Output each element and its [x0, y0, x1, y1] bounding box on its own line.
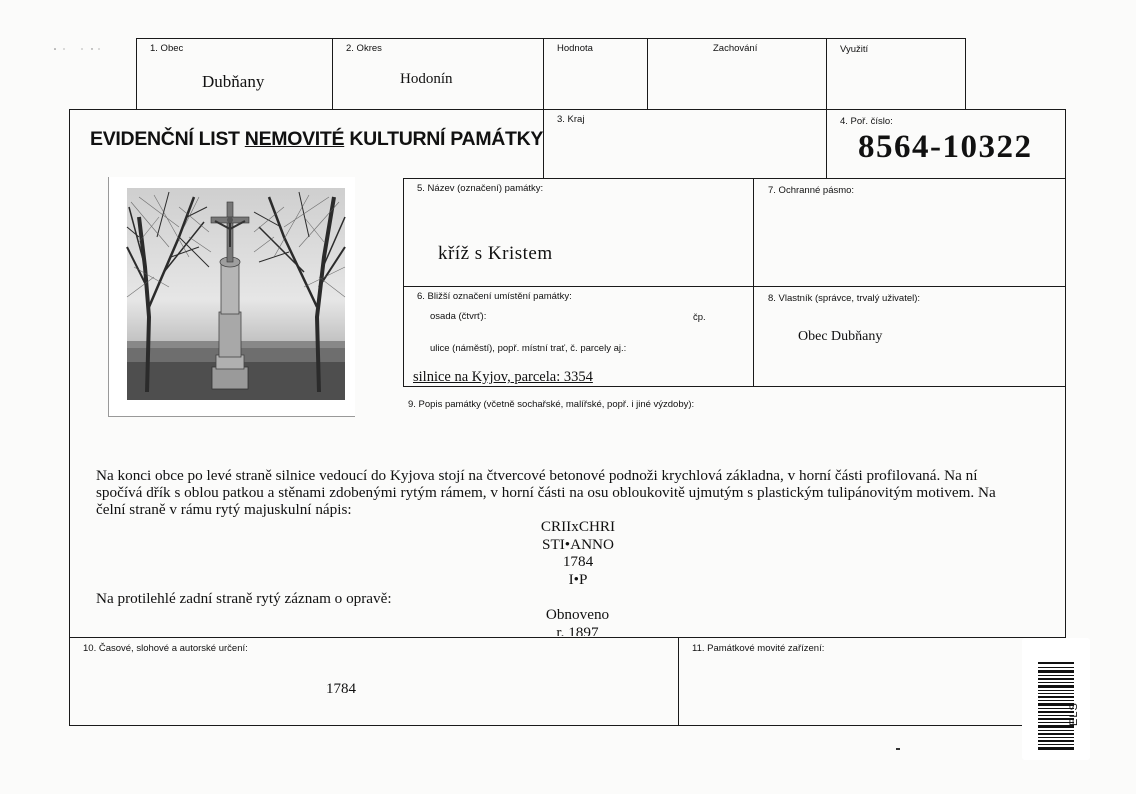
inscription [478, 518, 678, 588]
osada-label: osada (čtvrť): [430, 311, 487, 322]
nazev-value: kříž s Kristem [438, 243, 553, 264]
zachovani-label: Zachování [713, 43, 758, 54]
kraj-label: 3. Kraj [557, 114, 585, 125]
hodnota-label: Hodnota [557, 43, 593, 54]
form-title [90, 128, 543, 151]
monument-photo [108, 177, 355, 417]
description-line: Na konci obce po levé straně silnice vedoucí do Kyjova stojí na čtvercové betonové podnoži krychlová základna, v horní části profilovaná. Na ní [96, 467, 978, 484]
title-suffix: KULTURNÍ PAMÁTKY [344, 128, 544, 150]
obec-label: 1. Obec [150, 43, 184, 54]
back-note: Na protilehlé zadní straně rytý záznam o opravě: [96, 590, 392, 607]
inscription-line: STI•ANNO [542, 535, 614, 553]
inscription-line: 1784 [562, 553, 594, 570]
ulice-value: silnice na Kyjov, parcela: 3354 [413, 369, 593, 385]
repair-note [500, 606, 655, 636]
ochranne-label: 7. Ochranné pásmo: [768, 185, 855, 196]
vlastnik-label: 8. Vlastník (správce, trvalý uživatel): [768, 293, 921, 304]
ulice-label: ulice (náměstí), popř. místní trať, č. parcely aj.: [430, 343, 627, 354]
repair-line: Obnoveno [545, 606, 610, 623]
repair-line: r. 1897 [556, 623, 599, 636]
popis-label: 9. Popis památky (včetně sochařské, malířské, popř. i jiné výzdoby): [408, 399, 695, 410]
inscription-line: CRIIxCHRI [540, 518, 616, 535]
scan-mark [896, 748, 900, 750]
description [96, 467, 1062, 518]
nazev-label: 5. Název (označení) památky: [417, 183, 544, 194]
title-prefix: EVIDENČNÍ LIST [90, 128, 245, 150]
cislo-label: 4. Poř. číslo: [840, 116, 893, 127]
cp-label: čp. [693, 312, 706, 323]
barcode-sticker [1022, 638, 1090, 760]
vyuziti-label: Využití [840, 44, 869, 55]
movite-label: 11. Památkové movité zařízení: [692, 643, 825, 654]
description-line: čelní straně v rámu rytý majuskulní nápis: [96, 501, 352, 518]
casove-label: 10. Časové, slohové a autorské určení: [83, 643, 248, 654]
okres-label: 2. Okres [346, 43, 382, 54]
obec-value: Dubňany [202, 72, 265, 91]
vlastnik-value: Obec Dubňany [798, 329, 883, 344]
cislo-value: 8564-10322 [858, 129, 1033, 165]
casove-value: 1784 [326, 681, 356, 697]
umisteni-label: 6. Bližší označení umístění památky: [417, 291, 572, 302]
okres-value: Hodonín [400, 71, 453, 87]
barcode-text: ELS [1068, 702, 1080, 726]
title-underlined: NEMOVITÉ [244, 128, 345, 150]
inscription-line: I•P [568, 570, 588, 588]
scan-specks [52, 38, 107, 42]
description-line: spočívá dřík s oblou patkou a stěnami zdobenými rytým rámem, v horní části na osu obloukovitě ujmutým s plastickým tulipánovitým motivem. Na [96, 484, 996, 501]
